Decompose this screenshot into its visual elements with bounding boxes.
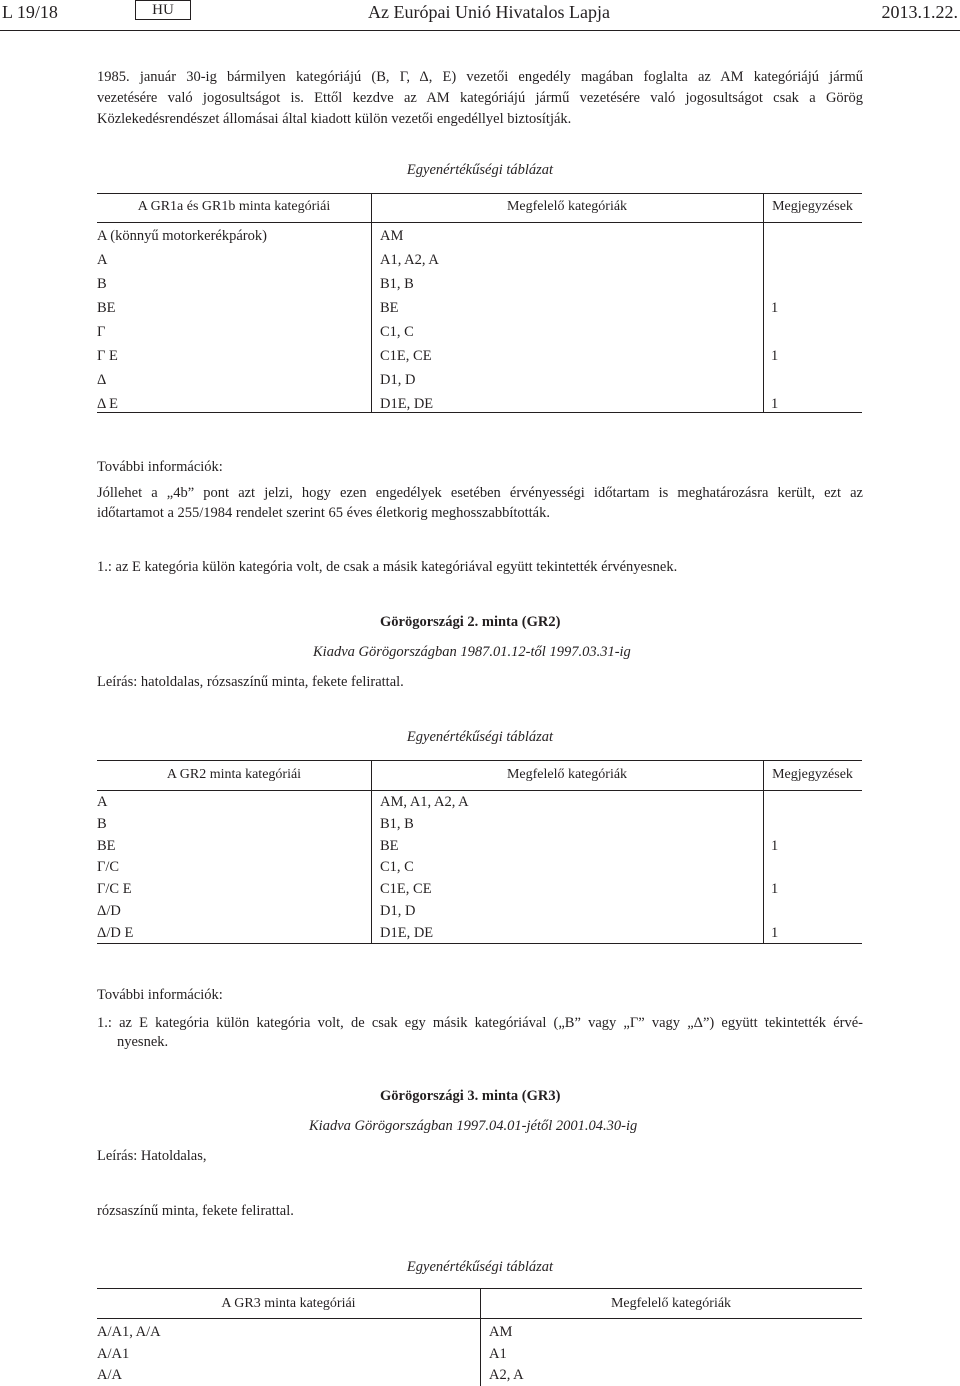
table-cell: AM, A1, A2, A	[380, 794, 469, 810]
table-cell: 1	[771, 348, 779, 364]
table-cell: A (könnyű motorkerékpárok)	[97, 228, 267, 244]
table1-header-col2: Megfelelő kategóriák	[506, 199, 628, 214]
table-cell: D1E, DE	[380, 925, 434, 941]
page-reference: L 19/18	[2, 2, 58, 22]
table-cell: A1, A2, A	[380, 252, 439, 268]
info2-note-line-2: nyesnek.	[117, 1034, 169, 1050]
table2-top-rule	[97, 760, 862, 761]
table1-bottom-rule	[97, 412, 862, 413]
section3-description-line-2: rózsaszínű minta, fekete felirattal.	[97, 1203, 294, 1219]
table-cell: C1, C	[380, 859, 414, 875]
table-cell: Γ E	[97, 348, 118, 364]
table-cell: BE	[380, 838, 399, 854]
intro-line-2: vezetésére való jogosultságot is. Ettől kezdve az AM kategóriájú jármű vezetésére való jogosultságot csak a Görög	[97, 90, 863, 106]
table-cell: B	[97, 276, 107, 292]
table2-header-col1: A GR2 minta kategóriái	[166, 767, 302, 782]
table-cell: C1E, CE	[380, 881, 432, 897]
table-cell: B1, B	[380, 816, 414, 832]
table1-header-col1: A GR1a és GR1b minta kategóriái	[137, 199, 331, 214]
table-cell: C1E, CE	[380, 348, 432, 364]
table2-caption: Egyenértékűségi táblázat	[406, 729, 554, 745]
table3-caption: Egyenértékűségi táblázat	[406, 1259, 554, 1275]
table-cell: 1	[771, 838, 779, 854]
table1-col-divider-1	[371, 193, 372, 412]
table-cell: Δ/D E	[97, 925, 134, 941]
section3-description-line-1: Leírás: Hatoldalas,	[97, 1148, 207, 1164]
table-cell: 1	[771, 925, 779, 941]
table2-col-divider-1	[371, 760, 372, 943]
table-cell: A	[97, 794, 108, 810]
table1-header-rule	[97, 222, 862, 223]
page-header	[0, 0, 960, 30]
table-cell: Δ/D	[97, 903, 121, 919]
table2-col-divider-2	[763, 760, 764, 943]
header-rule	[0, 30, 960, 31]
language-badge: HU	[135, 0, 191, 20]
table-cell: A2, A	[489, 1367, 524, 1383]
table-cell: BE	[97, 838, 116, 854]
table-cell: Δ E	[97, 396, 119, 412]
table-cell: A1	[489, 1346, 507, 1362]
section3-issued: Kiadva Görögországban 1997.04.01-jétől 2001.04.30-ig	[309, 1118, 638, 1134]
info1-title: További információk:	[97, 459, 223, 475]
table-cell: A/A	[97, 1367, 122, 1383]
table3-col-divider	[480, 1288, 481, 1386]
table-cell: 1	[771, 396, 779, 412]
info1-note: 1.: az E kategória külön kategória volt, de csak a másik kategóriával együtt tekintették érvényesnek.	[97, 559, 678, 575]
info2-title: További információk:	[97, 987, 223, 1003]
table-cell: Γ/C	[97, 859, 120, 875]
table-cell: D1E, DE	[380, 396, 434, 412]
table3-header-col2: Megfelelő kategóriák	[610, 1296, 732, 1311]
intro-line-1: 1985. január 30-ig bármilyen kategóriájú (B, Γ, Δ, E) vezetői engedély magában foglalta az AM kategóriájú jármű	[97, 69, 863, 85]
section2-issued: Kiadva Görögországban 1987.01.12-től 1997.03.31-ig	[313, 644, 631, 660]
intro-line-3: Közlekedésrendészet állomásai által kiadott külön vezetői engedéllyel biztosítják.	[97, 111, 572, 127]
table-cell: B1, B	[380, 276, 414, 292]
table-cell: C1, C	[380, 324, 414, 340]
table1-col-divider-2	[763, 193, 764, 412]
table-cell: D1, D	[380, 372, 416, 388]
info1-paragraph-line-1: Jóllehet a „4b” pont azt jelzi, hogy ezen engedélyek esetében érvényességi időtartam is meghatározásra került, ezt az	[97, 485, 863, 501]
table-cell: BE	[97, 300, 116, 316]
table2-header-col3: Megjegyzések	[772, 767, 853, 782]
table-cell: A/A1	[97, 1346, 130, 1362]
table-cell: A/A1, A/A	[97, 1324, 161, 1340]
table-cell: A	[97, 252, 108, 268]
table1-caption: Egyenértékűségi táblázat	[406, 162, 554, 178]
table-cell: 1	[771, 881, 779, 897]
info2-note-line-1: 1.: az E kategória külön kategória volt, de csak egy másik kategóriával („B” vagy „Γ” vagy „Δ”) együtt tekintették érvé-	[97, 1015, 863, 1031]
table-cell: D1, D	[380, 903, 416, 919]
section2-description: Leírás: hatoldalas, rózsaszínű minta, fekete felirattal.	[97, 674, 404, 690]
table2-bottom-rule	[97, 943, 862, 944]
table1-top-rule	[97, 193, 862, 194]
section3-title: Görögországi 3. minta (GR3)	[380, 1088, 561, 1104]
journal-title: Az Európai Unió Hivatalos Lapja	[368, 2, 610, 22]
table-cell: Γ/C E	[97, 881, 132, 897]
table-cell: B	[97, 816, 107, 832]
section2-title: Görögországi 2. minta (GR2)	[380, 614, 561, 630]
publication-date: 2013.1.22.	[881, 2, 958, 22]
table3-header-col1: A GR3 minta kategóriái	[221, 1296, 356, 1311]
table-cell: AM	[380, 228, 404, 244]
info1-paragraph-line-2: időtartamot a 255/1984 rendelet szerint 65 éves életkorig meghosszabbították.	[97, 505, 550, 521]
table2-header-rule	[97, 790, 862, 791]
table-cell: BE	[380, 300, 399, 316]
table-cell: AM	[489, 1324, 513, 1340]
table-cell: Γ	[97, 324, 106, 340]
table-cell: Δ	[97, 372, 107, 388]
table2-header-col2: Megfelelő kategóriák	[506, 767, 628, 782]
table1-header-col3: Megjegyzések	[772, 199, 853, 214]
table-cell: 1	[771, 300, 779, 316]
